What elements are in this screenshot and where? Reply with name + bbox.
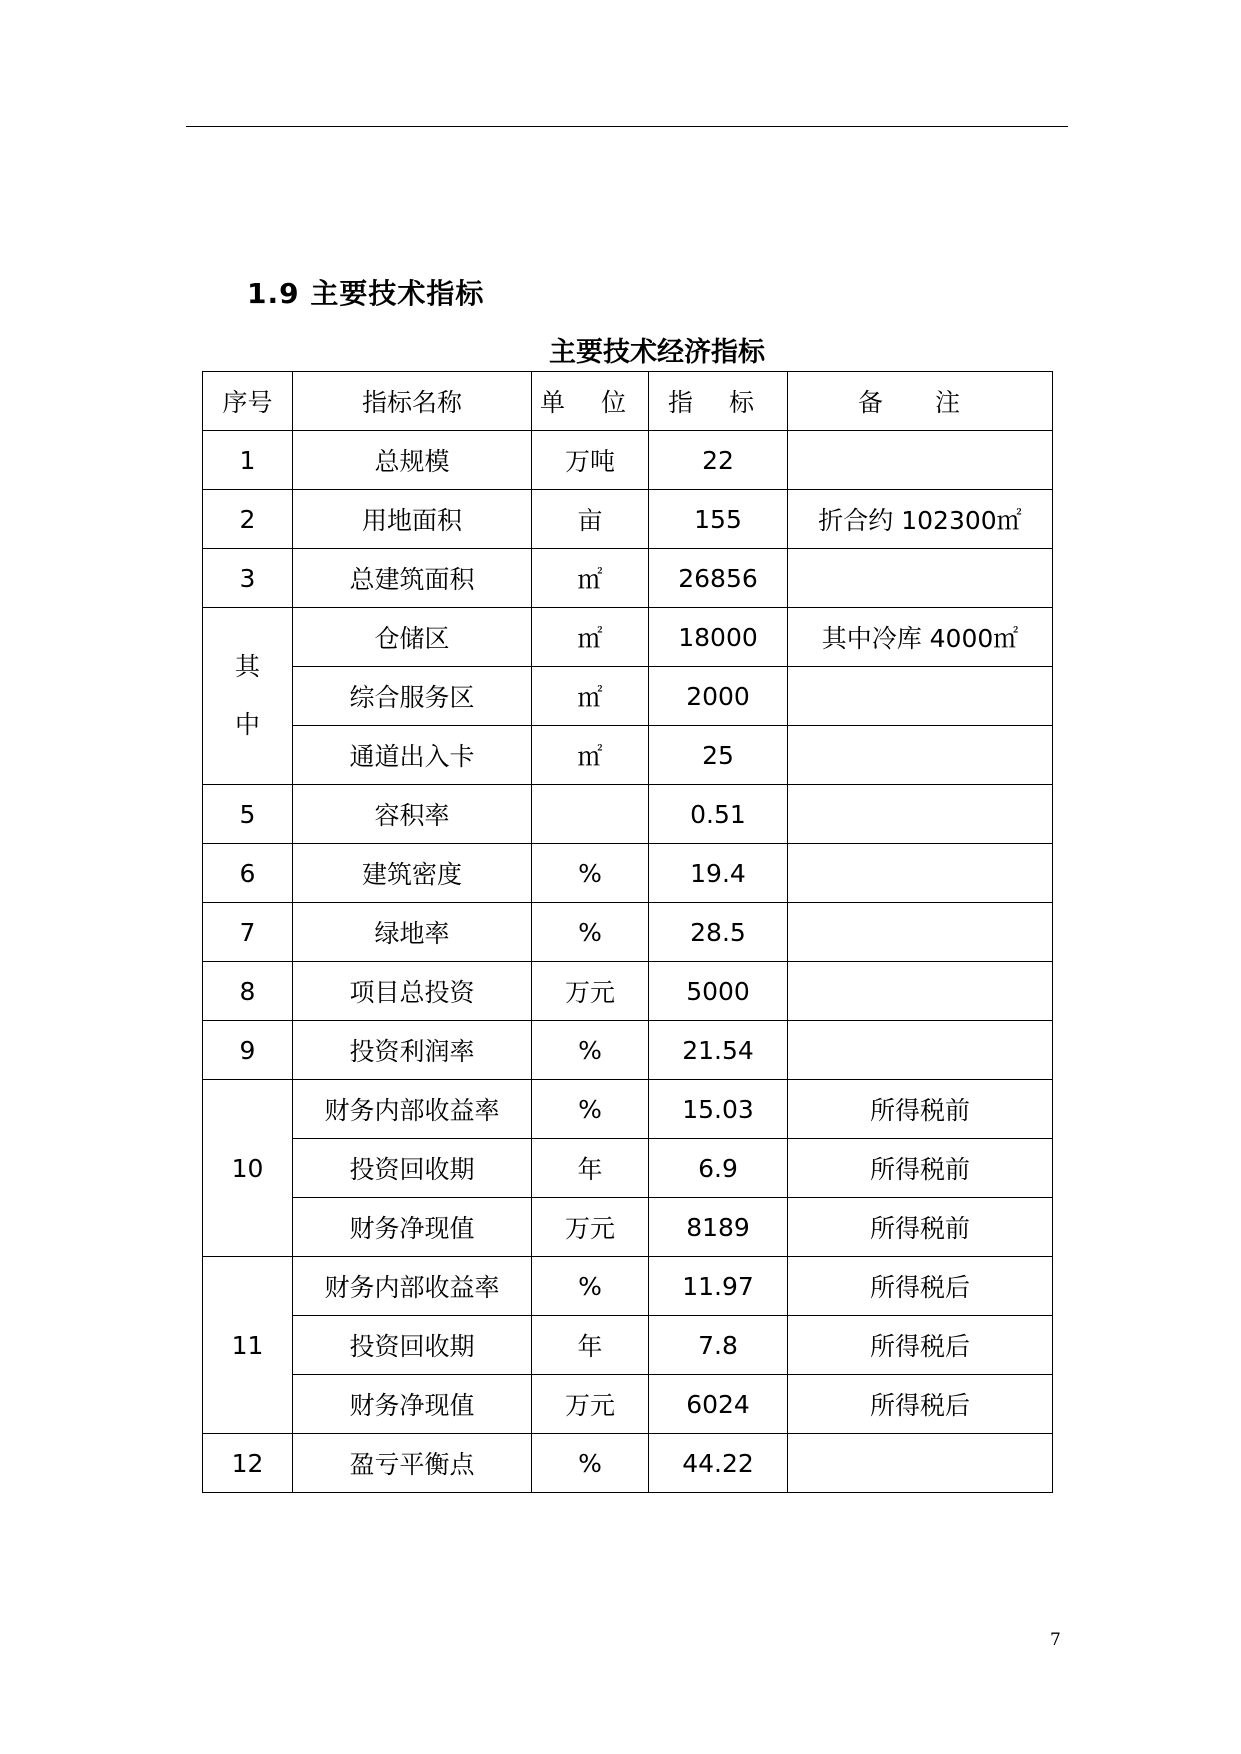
cell-value: 155: [649, 490, 788, 549]
cell-unit: 万吨: [532, 431, 649, 490]
cell-name: 财务内部收益率: [293, 1257, 532, 1316]
header-name: 指标名称: [293, 372, 532, 431]
cell-remark: [788, 431, 1053, 490]
cell-unit: 万元: [532, 962, 649, 1021]
header-remark: 备 注: [788, 372, 1053, 431]
header-seq: 序号: [203, 372, 293, 431]
table-row: [203, 1434, 1053, 1493]
cell-unit: %: [532, 903, 649, 962]
cell-seq: 5: [203, 785, 293, 844]
cell-remark: [788, 667, 1053, 726]
cell-unit: ㎡: [532, 726, 649, 785]
cell-group-label: [203, 608, 293, 785]
cell-remark: [788, 1021, 1053, 1080]
table-row: [203, 903, 1053, 962]
cell-seq: 1: [203, 431, 293, 490]
cell-name: 财务内部收益率: [293, 1080, 532, 1139]
cell-remark: [788, 1434, 1053, 1493]
table-row: [203, 844, 1053, 903]
cell-remark: [788, 962, 1053, 1021]
cell-remark: 所得税后: [788, 1375, 1053, 1434]
cell-seq: 2: [203, 490, 293, 549]
cell-unit: ㎡: [532, 549, 649, 608]
cell-remark: [788, 549, 1053, 608]
cell-name: 投资回收期: [293, 1316, 532, 1375]
section-heading: 1.9 主要技术指标: [247, 277, 485, 310]
cell-value: 25: [649, 726, 788, 785]
cell-value: 0.51: [649, 785, 788, 844]
cell-value: 21.54: [649, 1021, 788, 1080]
cell-value: 2000: [649, 667, 788, 726]
cell-seq: 9: [203, 1021, 293, 1080]
cell-remark: 所得税后: [788, 1316, 1053, 1375]
cell-unit: 年: [532, 1139, 649, 1198]
cell-value: 11.97: [649, 1257, 788, 1316]
cell-seq: 7: [203, 903, 293, 962]
cell-name: 投资回收期: [293, 1139, 532, 1198]
cell-name: 投资利润率: [293, 1021, 532, 1080]
cell-name: 建筑密度: [293, 844, 532, 903]
cell-unit: 年: [532, 1316, 649, 1375]
table-header-row: [203, 372, 1053, 431]
cell-unit: %: [532, 1257, 649, 1316]
table-title: 主要技术经济指标: [549, 337, 765, 368]
cell-remark: [788, 903, 1053, 962]
cell-seq-group: 10: [203, 1080, 293, 1257]
cell-unit: %: [532, 844, 649, 903]
table-row: [203, 1316, 1053, 1375]
table-row: [203, 785, 1053, 844]
header-value: 指 标: [649, 372, 788, 431]
cell-remark: 所得税前: [788, 1080, 1053, 1139]
table-row: [203, 1021, 1053, 1080]
cell-remark: 其中冷库 4000㎡: [788, 608, 1053, 667]
group-label-line1: 其: [234, 652, 260, 681]
table-row: [203, 1257, 1053, 1316]
cell-seq: 6: [203, 844, 293, 903]
cell-name: 综合服务区: [293, 667, 532, 726]
cell-value: 5000: [649, 962, 788, 1021]
cell-remark: [788, 785, 1053, 844]
cell-name: 项目总投资: [293, 962, 532, 1021]
cell-unit: %: [532, 1080, 649, 1139]
cell-name: 盈亏平衡点: [293, 1434, 532, 1493]
cell-unit: [532, 785, 649, 844]
header-unit: 单 位: [532, 372, 649, 431]
page-number: 7: [1050, 1630, 1061, 1650]
table-row: [203, 726, 1053, 785]
table-row: [203, 1375, 1053, 1434]
cell-unit: ㎡: [532, 608, 649, 667]
cell-seq: 3: [203, 549, 293, 608]
table-row: [203, 667, 1053, 726]
cell-unit: 亩: [532, 490, 649, 549]
cell-seq: 12: [203, 1434, 293, 1493]
cell-name: 仓储区: [293, 608, 532, 667]
cell-value: 22: [649, 431, 788, 490]
table-row: [203, 1080, 1053, 1139]
cell-remark: 折合约 102300㎡: [788, 490, 1053, 549]
cell-remark: 所得税前: [788, 1139, 1053, 1198]
cell-seq: 8: [203, 962, 293, 1021]
group-label-line2: 中: [234, 710, 260, 739]
table-row: [203, 1198, 1053, 1257]
table-row: [203, 490, 1053, 549]
cell-remark: [788, 844, 1053, 903]
cell-unit: 万元: [532, 1198, 649, 1257]
cell-unit: %: [532, 1434, 649, 1493]
cell-value: 7.8: [649, 1316, 788, 1375]
cell-name: 用地面积: [293, 490, 532, 549]
cell-name: 财务净现值: [293, 1198, 532, 1257]
cell-name: 财务净现值: [293, 1375, 532, 1434]
cell-value: 6024: [649, 1375, 788, 1434]
cell-remark: 所得税后: [788, 1257, 1053, 1316]
cell-unit: 万元: [532, 1375, 649, 1434]
cell-value: 28.5: [649, 903, 788, 962]
table-row: [203, 549, 1053, 608]
cell-value: 19.4: [649, 844, 788, 903]
cell-value: 44.22: [649, 1434, 788, 1493]
cell-value: 6.9: [649, 1139, 788, 1198]
indicators-table: [202, 371, 1053, 1493]
cell-value: 8189: [649, 1198, 788, 1257]
table-row: [203, 962, 1053, 1021]
cell-value: 15.03: [649, 1080, 788, 1139]
table-row: [203, 1139, 1053, 1198]
cell-name: 通道出入卡: [293, 726, 532, 785]
cell-seq-group: 11: [203, 1257, 293, 1434]
cell-name: 总规模: [293, 431, 532, 490]
cell-name: 总建筑面积: [293, 549, 532, 608]
cell-name: 容积率: [293, 785, 532, 844]
cell-unit: ㎡: [532, 667, 649, 726]
cell-remark: [788, 726, 1053, 785]
table-row: [203, 431, 1053, 490]
cell-name: 绿地率: [293, 903, 532, 962]
cell-value: 18000: [649, 608, 788, 667]
cell-unit: %: [532, 1021, 649, 1080]
header-rule: [186, 126, 1068, 127]
cell-value: 26856: [649, 549, 788, 608]
table-row: [203, 608, 1053, 667]
cell-remark: 所得税前: [788, 1198, 1053, 1257]
